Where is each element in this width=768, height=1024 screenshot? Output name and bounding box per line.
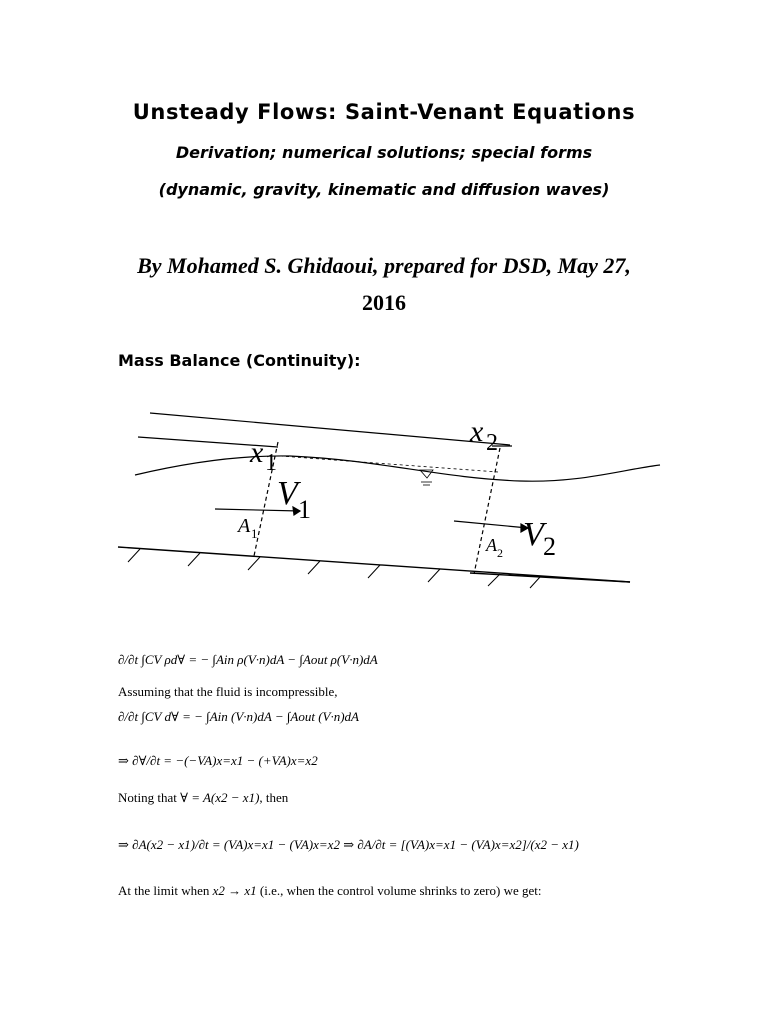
label-a2-sub: 2: [497, 546, 503, 560]
text-incompressible: Assuming that the fluid is incompressible,: [118, 684, 338, 699]
equation-area-rate: ⇒ ∂A(x2 − x1)/∂t = (VA)x=x1 − (VA)x=x2 ⇒ ∂A/∂t = [(VA)x=x1 − (VA)x=x2]/(x2 − x1): [118, 837, 579, 852]
author-line1: By Mohamed S. Ghidaoui, prepared for DSD, May 27,: [137, 253, 631, 278]
text-limit-pre: At the limit when: [118, 883, 210, 898]
label-x2: x: [470, 415, 484, 448]
water-surface: [135, 456, 660, 481]
label-v2-sub: 2: [543, 532, 556, 561]
equation-volume-rate: ⇒ ∂∀/∂t = −(−VA)x=x1 − (+VA)x=x2: [118, 753, 318, 768]
label-v2: V: [523, 516, 544, 553]
label-a1: A: [238, 515, 251, 537]
section-heading: Mass Balance (Continuity):: [118, 351, 361, 370]
text-limit: [118, 883, 542, 899]
document-title: Unsteady Flows: Saint-Venant Equations: [132, 100, 636, 124]
channel-top-line-upper: [150, 413, 510, 445]
surface-datum-dashed: [280, 456, 498, 472]
text-noting-expr: ∀ = A(x2 − x1): [180, 790, 260, 805]
label-v1-sub: 1: [298, 495, 311, 524]
document-subtitle-line1: Derivation; numerical solutions; special forms: [175, 143, 593, 162]
equation-incompressible: ∂/∂t ∫CV d∀ = − ∫Ain (V·n)dA − ∫Aout (V·n)dA: [118, 709, 359, 724]
label-x2-sub: 2: [486, 430, 498, 456]
label-x1-sub: 1: [265, 450, 277, 476]
v2-arrow: [454, 521, 528, 528]
text-noting-pre: Noting that: [118, 790, 177, 805]
text-limit-expr: x2 → x1: [212, 883, 257, 898]
text-noting: [118, 790, 288, 806]
text-noting-post: , then: [259, 790, 289, 805]
text-limit-post: (i.e., when the control volume shrinks to zero) we get:: [259, 883, 542, 898]
bed-hatching: [128, 549, 540, 588]
equation-mass-balance: ∂/∂t ∫CV ρd∀ = − ∫Ain ρ(V·n)dA − ∫Aout ρ(V·n)dA: [118, 652, 378, 667]
label-v1: V: [277, 475, 298, 512]
label-a1-sub: 1: [251, 526, 258, 541]
author-line2: 2016: [362, 290, 406, 315]
label-a2: A: [486, 535, 497, 555]
document-subtitle-line2: (dynamic, gravity, kinematic and diffusion waves): [158, 180, 610, 199]
label-x1: x: [250, 436, 264, 469]
